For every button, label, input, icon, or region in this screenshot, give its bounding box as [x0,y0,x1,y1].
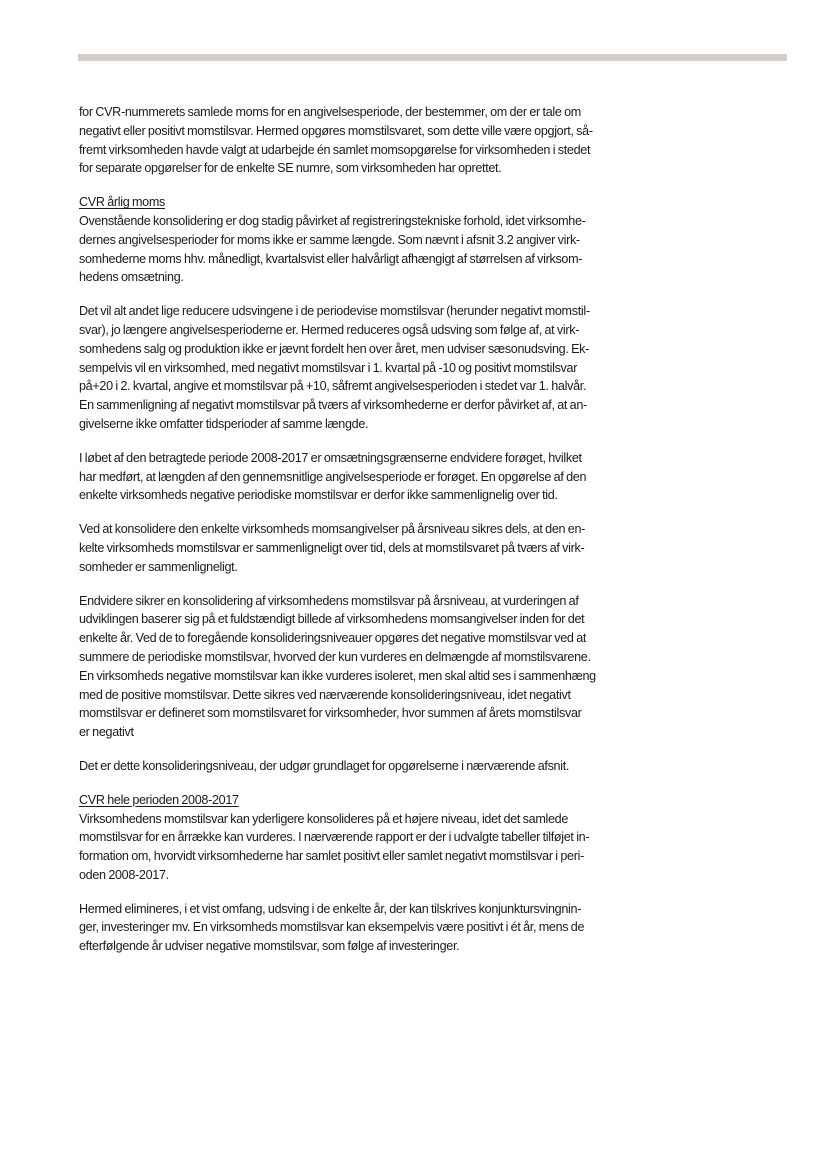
text-line: Det vil alt andet lige reducere udsvingene i de periodevise momstilsvar (herunder negativt momstil- [79,304,590,319]
text-line: somhedens salg og produktion ikke er jævnt fordelt hen over året, men udviser sæsonudsving. Ek- [79,341,590,356]
paragraph [79,103,617,178]
section-heading: CVR årlig moms [79,195,165,210]
text-line: summere de periodiske momstilsvar, hvorved der kun vurderes en delmængde af momstilsvarene. [79,649,591,664]
text-line: I løbet af den betragtede periode 2008-2017 er omsætningsgrænserne endvidere forøget, hvilket [79,450,582,465]
text-line: på+20 i 2. kvartal, angive et momstilsvar på +10, såfremt angivelsesperioden i stedet var 1. halvår. [79,379,587,394]
section-heading: CVR hele perioden 2008-2017 [79,792,239,807]
text-line: enkelte virksomheds negative periodiske momstilsvar er derfor ikke sammenlignelig over tid. [79,488,558,503]
paragraph [79,757,617,776]
text-line: momstilsvar er defineret som momstilsvaret for virksomheder, hvor summen af årets momstilsvar [79,706,582,721]
paragraph [79,791,617,885]
paragraph [79,193,617,287]
text-line: kelte virksomheds momstilsvar er sammenligneligt over tid, dels at momstilsvaret på tværs af virk- [79,540,585,555]
text-line: Ved at konsolidere den enkelte virksomheds momsangivelser på årsniveau sikres dels, at den en- [79,522,586,537]
text-line: En virksomheds negative momstilsvar kan ikke vurderes isoleret, men skal altid ses i sammenhæng [79,668,596,683]
text-line: sempelvis vil en virksomhed, med negativt momstilsvar i 1. kvartal på -10 og positivt momstilsvar [79,360,578,375]
text-line: oden 2008-2017. [79,867,169,882]
text-line: givelserne ikke omfatter tidsperioder af samme længde. [79,416,369,431]
text-line: hedens omsætning. [79,270,184,285]
text-line: svar), jo længere angivelsesperioderne er. Hermed reduceres også udsving som følge af, at virk- [79,322,580,337]
text-line: er negativt [79,725,134,740]
text-line: Hermed elimineres, i et vist omfang, udsving i de enkelte år, der kan tilskrives konjunktursvingnin- [79,901,582,916]
text-line: somheder er sammenligneligt. [79,559,238,574]
text-line: ger, investeringer mv. En virksomheds momstilsvar kan eksempelvis være positivt i ét år, mens de [79,920,585,935]
text-line: fremt virksomheden havde valgt at udarbejde én samlet momsopgørelse for virksomheden i stedet [79,142,591,157]
text-line: dernes angivelsesperioder for moms ikke er samme længde. Som nævnt i afsnit 3.2 angiver virk- [79,232,580,247]
text-line: efterfølgende år udviser negative momstilsvar, som følge af investeringer. [79,939,460,954]
paragraph [79,302,617,434]
text-line: formation om, hvorvidt virksomhederne har samlet positivt eller samlet negativt momstilsvar i peri- [79,849,584,864]
paragraph [79,900,617,956]
header-rule [78,54,787,61]
text-line: momstilsvar for en årrække kan vurderes. I nærværende rapport er der i udvalgte tabeller tilføjet in- [79,830,590,845]
text-line: negativt eller positivt momstilsvar. Hermed opgøres momstilsvaret, som dette ville være opgjort, så- [79,123,593,138]
text-line: enkelte år. Ved de to foregående konsolideringsniveauer opgøres det negative momstilsvar ved at [79,631,587,646]
text-line: for CVR-nummerets samlede moms for en angivelsesperiode, der bestemmer, om der er tale om [79,105,581,119]
text-line: for separate opgørelser for de enkelte SE numre, som virksomheden har oprettet. [79,161,502,176]
paragraph [79,449,617,505]
text-line: Det er dette konsolideringsniveau, der udgør grundlaget for opgørelserne i nærværende afsnit. [79,758,570,773]
text-line: Ovenstående konsolidering er dog stadig påvirket af registreringstekniske forhold, idet virksomhe- [79,213,586,228]
text-line: med de positive momstilsvar. Dette sikres ved nærværende konsolideringsniveau, idet negativt [79,687,571,702]
document-body [79,103,617,971]
paragraph [79,592,617,742]
text-line: har medført, at længden af den gennemsnitlige angivelsesperiode er forøget. En opgørelse af den [79,469,587,484]
paragraph [79,520,617,576]
text-line: Endvidere sikrer en konsolidering af virksomhedens momstilsvar på årsniveau, at vurderingen af [79,593,579,608]
text-line: udviklingen baserer sig på et fuldstændigt billede af virksomhedens momsangivelser inden for det [79,612,585,627]
text-line: En sammenligning af negativt momstilsvar på tværs af virksomhederne er derfor påvirket af, at an- [79,398,587,413]
text-line: Virksomhedens momstilsvar kan yderligere konsolideres på et højere niveau, idet det samlede [79,811,569,826]
text-line: somhederne moms hhv. månedligt, kvartalsvist eller halvårligt afhængigt af størrelsen af virksom- [79,251,583,266]
